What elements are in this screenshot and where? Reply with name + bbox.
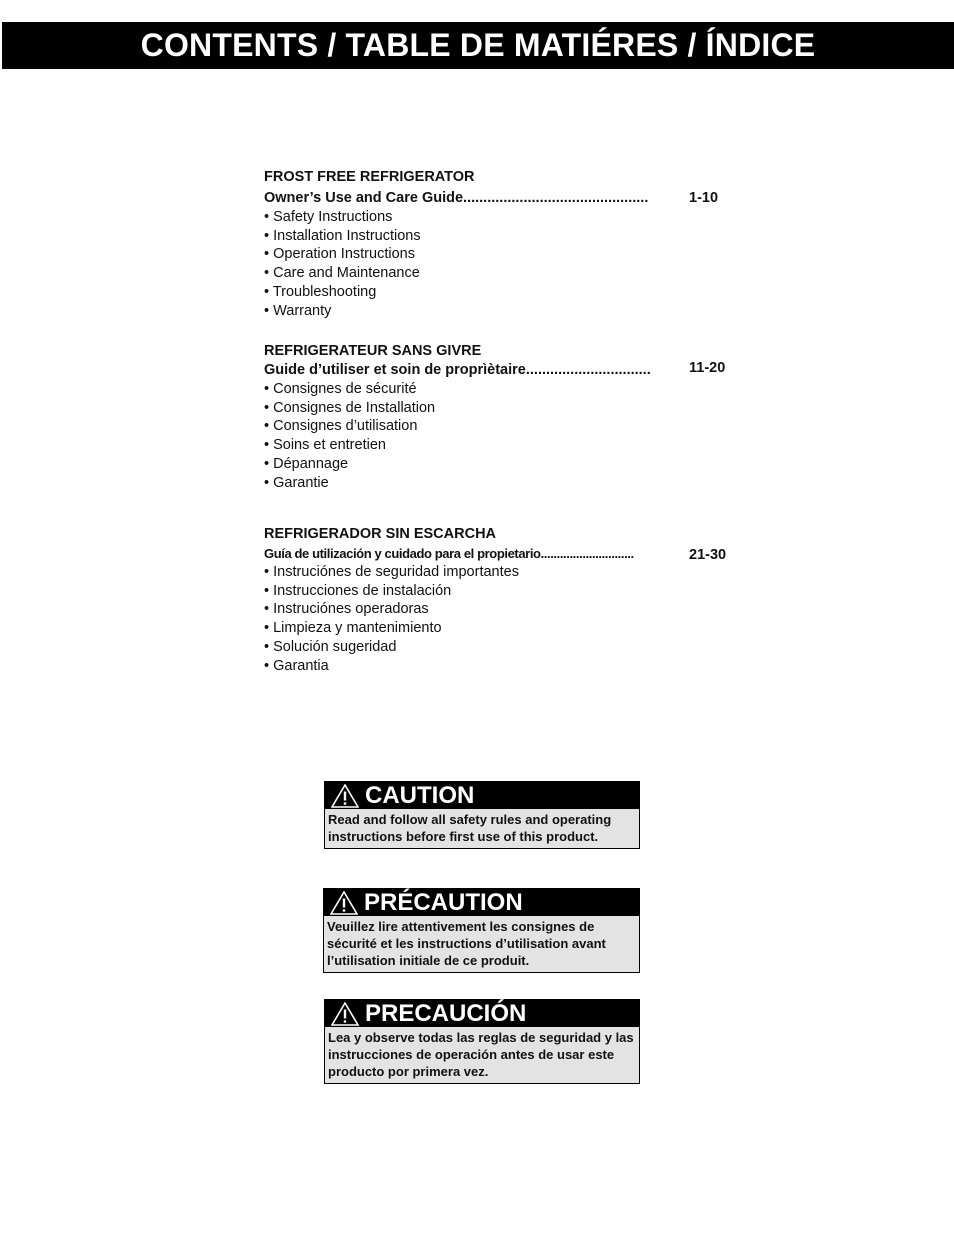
list-item: • Instruciónes operadoras bbox=[264, 601, 429, 618]
section-heading: REFRIGERATEUR SANS GIVRE bbox=[264, 343, 482, 359]
list-item: • Operation Instructions bbox=[264, 246, 415, 263]
guide-entry bbox=[264, 544, 734, 563]
list-item: • Consignes de Installation bbox=[264, 399, 436, 416]
guide-title: Guide d’utiliser et soin de proprìètaire............................... bbox=[264, 362, 651, 378]
warning-header bbox=[324, 889, 639, 916]
list-item: • Care and Maintenance bbox=[264, 265, 420, 282]
list-item: • Instruciónes de seguridad importantes bbox=[264, 564, 519, 580]
warning-title: PRÉCAUTION bbox=[364, 888, 523, 916]
guide-title: Owner’s Use and Care Guide.............................................. bbox=[264, 190, 649, 206]
list-item: • Limpieza y mantenimiento bbox=[264, 620, 442, 637]
page-range: 21-30 bbox=[689, 547, 727, 563]
list-item: • Instrucciones de instalación bbox=[264, 582, 452, 599]
warning-triangle-icon bbox=[330, 891, 358, 915]
list-item: • Consignes de sécurité bbox=[264, 381, 417, 397]
list-item: • Garantie bbox=[264, 474, 329, 491]
toc-section-spanish bbox=[264, 525, 734, 675]
page-range: 1-10 bbox=[689, 190, 719, 206]
guide-title: Guía de utilización y cuidado para el propietario............................. bbox=[264, 546, 634, 561]
guide-entry bbox=[264, 361, 734, 380]
topic-list bbox=[264, 208, 734, 320]
toc-section-french bbox=[264, 342, 734, 492]
list-item: • Dépannage bbox=[264, 455, 349, 472]
warning-header bbox=[325, 1000, 639, 1027]
warning-text: Read and follow all safety rules and operating instructions before first use of this product. bbox=[328, 812, 612, 844]
warning-title: PRECAUCIÓN bbox=[365, 999, 527, 1027]
page-title: CONTENTS / TABLE DE MATIÉRES / ÍNDICE bbox=[2, 22, 954, 69]
list-item: • Consignes d’utilisation bbox=[264, 418, 418, 435]
topic-list bbox=[264, 380, 734, 492]
list-item: • Installation Instructions bbox=[264, 227, 421, 244]
caution-box-french bbox=[323, 888, 640, 973]
page-range: 11-20 bbox=[689, 360, 726, 376]
warning-title: CAUTION bbox=[365, 781, 475, 809]
toc-section-english bbox=[264, 168, 734, 320]
warning-header bbox=[325, 782, 639, 809]
list-item: • Soins et entretien bbox=[264, 437, 386, 454]
list-item: • Garantia bbox=[264, 657, 329, 674]
warning-triangle-icon bbox=[331, 1002, 359, 1026]
section-heading: REFRIGERADOR SIN ESCARCHA bbox=[264, 526, 497, 542]
caution-box-spanish bbox=[324, 999, 640, 1084]
topic-list bbox=[264, 563, 734, 675]
caution-box-english bbox=[324, 781, 640, 849]
warning-triangle-icon bbox=[331, 784, 359, 808]
list-item: • Warranty bbox=[264, 302, 332, 319]
list-item: • Safety Instructions bbox=[264, 209, 393, 225]
section-heading: FROST FREE REFRIGERATOR bbox=[264, 169, 475, 185]
warning-text: Lea y observe todas las reglas de seguridad y las instrucciones de operación antes de usar este producto por primera vez. bbox=[328, 1030, 634, 1079]
guide-entry bbox=[264, 189, 734, 208]
list-item: • Troubleshooting bbox=[264, 283, 377, 300]
warning-text: Veuillez lire attentivement les consignes de sécurité et les instructions d’utilisation avant l’utilisation initiale de ce produit. bbox=[327, 919, 606, 968]
list-item: • Solución sugeridad bbox=[264, 638, 397, 655]
